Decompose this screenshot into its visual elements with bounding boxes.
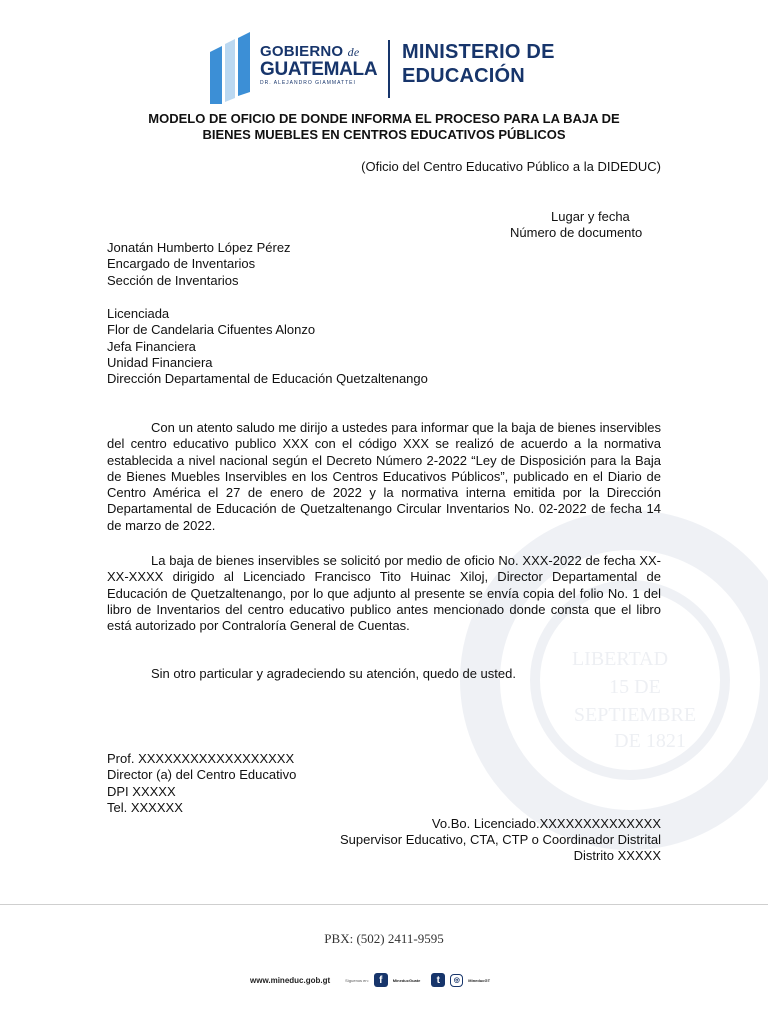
signature-right xyxy=(340,816,661,864)
seal-text-2: 15 DE xyxy=(609,676,661,698)
recipient-direction: Dirección Departamental de Educación Quetzaltenango xyxy=(107,371,428,387)
seal-text-4: DE 1821 xyxy=(614,730,686,752)
document-subtitle: (Oficio del Centro Educativo Público a la DIDEDUC) xyxy=(361,159,661,174)
gob-line1: GOBIERNO xyxy=(260,43,344,60)
ministry-line2: EDUCACIÓN xyxy=(402,65,525,87)
signature-right-district: Distrito XXXXX xyxy=(573,848,661,863)
twitter-icon[interactable]: t xyxy=(431,973,445,987)
footer-pbx: PBX: (502) 2411-9595 xyxy=(324,931,444,946)
footer-twitter-instagram-handle[interactable]: MineducGT xyxy=(468,977,491,983)
paragraph-1-text: Con un atento saludo me dirijo a ustedes para informar que la baja de bienes inservibles del centro educativo publico XXX con el código XXX se realizó de acuerdo a la normativa establecida a nivel nacional según el Decreto Número 2-2022 “Ley de Disposición para la Baja de Bienes Muebles Inservibles en los Centros Educativos Públicos”, publicado en el Diario de Centro América el 27 de enero de 2022 y la normativa interna emitida por la Dirección Departamental de Educación de Quetzaltenango Circular Inventarios No. 02-2022 de fecha 14 de marzo de 2022. xyxy=(107,420,661,533)
header-logo xyxy=(208,30,568,108)
recipient-unit: Unidad Financiera xyxy=(107,354,213,370)
sender-name: Jonatán Humberto López Pérez xyxy=(107,240,291,255)
signature-left-name: Prof. XXXXXXXXXXXXXXXXXX xyxy=(107,751,295,766)
instagram-icon[interactable]: ◎ xyxy=(450,974,463,987)
title-line1: MODELO DE OFICIO DE DONDE INFORMA EL PROCESO PARA LA BAJA DE xyxy=(148,111,620,126)
logo-divider xyxy=(388,40,390,98)
government-wordmark xyxy=(260,44,380,87)
sender-block xyxy=(107,240,291,289)
recipient-role: Jefa Financiera xyxy=(107,338,196,354)
footer-follow: Síguenos en: xyxy=(345,977,369,983)
ministry-line1: MINISTERIO DE xyxy=(402,41,555,63)
signature-left-role: Director (a) del Centro Educativo xyxy=(107,767,297,783)
guatemala-flag-icon xyxy=(208,32,253,106)
gob-line3: DR. ALEJANDRO GIAMMATTEI xyxy=(260,80,356,86)
footer-divider xyxy=(0,904,768,905)
recipient-block xyxy=(107,306,428,387)
signature-right-vobo: Vo.Bo. Licenciado.XXXXXXXXXXXXXX xyxy=(431,816,661,831)
document-title xyxy=(107,111,661,143)
paragraph-2-text: La baja de bienes inservibles se solicitó por medio de oficio No. XXX-2022 de fecha XX-XX-XXXX dirigido al Licenciado Francisco Tito Huinac Xiloj, Director Departamental de Educación de Quetzaltenango, por lo que adjunto al presente se envía copia del folio No. 1 del libro de Inventarios del centro educativo publico antes mencionado donde consta que el libro está autorizado por Contraloría General de Cuentas. xyxy=(107,553,661,634)
facebook-icon[interactable]: f xyxy=(374,973,388,987)
document-number: Número de documento xyxy=(510,225,643,240)
title-line2: BIENES MUEBLES EN CENTROS EDUCATIVOS PÚBLICOS xyxy=(202,127,566,142)
signature-left-dpi: DPI XXXXX xyxy=(107,783,176,799)
ministry-wordmark xyxy=(402,40,555,88)
sender-role: Encargado de Inventarios xyxy=(107,256,256,272)
body-paragraph-2 xyxy=(107,553,661,634)
body-paragraph-3 xyxy=(107,666,661,682)
footer-social xyxy=(250,972,490,988)
recipient-name: Flor de Candelaria Cifuentes Alonzo xyxy=(107,322,316,338)
seal-text-3: SEPTIEMBRE xyxy=(573,704,697,726)
recipient-title: Licenciada xyxy=(107,306,170,321)
gob-de: de xyxy=(347,45,360,59)
sender-section: Sección de Inventarios xyxy=(107,272,239,288)
footer-facebook-handle[interactable]: MineducGuate xyxy=(392,977,421,983)
gob-line2: GUATEMALA xyxy=(260,59,378,80)
paragraph-3-text: Sin otro particular y agradeciendo su atención, quedo de usted. xyxy=(151,666,516,681)
seal-text-1: LIBERTAD xyxy=(571,648,669,670)
place-date: Lugar y fecha xyxy=(551,209,630,224)
signature-right-role: Supervisor Educativo, CTA, CTP o Coordinador Distrital xyxy=(339,832,661,847)
footer-website[interactable]: www.mineduc.gob.gt xyxy=(250,975,331,985)
signature-left xyxy=(107,751,296,816)
signature-left-phone: Tel. XXXXXX xyxy=(107,799,183,815)
body-paragraph-1 xyxy=(107,420,661,534)
